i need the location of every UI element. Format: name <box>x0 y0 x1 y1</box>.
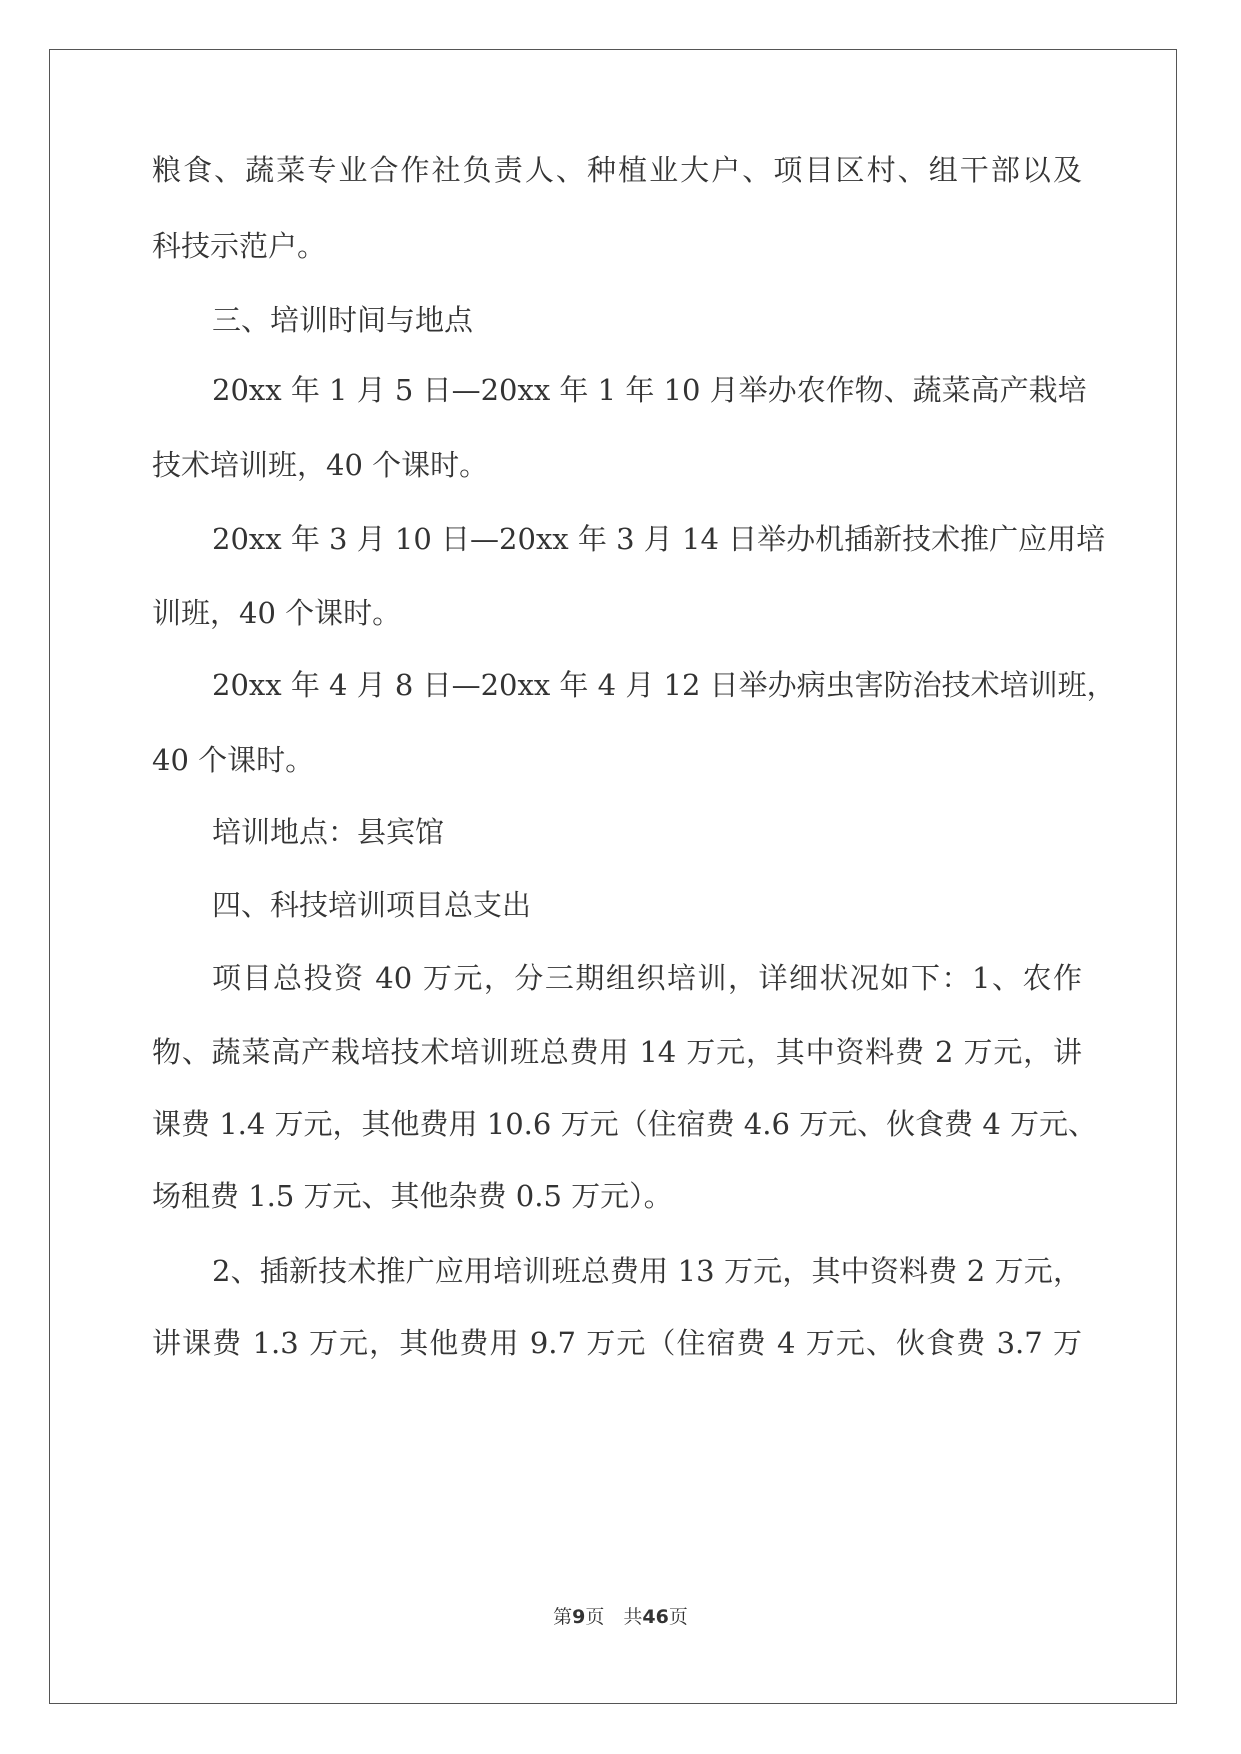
text-line: 20xx 年 3 月 10 日—20xx 年 3 月 14 日举办机插新技术推广应用培 <box>212 522 1106 556</box>
footer-middle: 页 共 <box>585 1606 643 1628</box>
section-heading: 三、培训时间与地点 <box>212 303 474 337</box>
text-line: 培训地点：县宾馆 <box>212 815 445 849</box>
text-line: 2、插新技术推广应用培训班总费用 13 万元，其中资料费 2 万元， <box>212 1254 1082 1288</box>
text-line: 训班，40 个课时。 <box>152 596 402 630</box>
section-heading: 四、科技培训项目总支出 <box>212 888 532 922</box>
text-line: 场租费 1.5 万元、其他杂费 0.5 万元）。 <box>152 1179 673 1213</box>
footer-prefix: 第 <box>553 1606 573 1628</box>
text-line: 项目总投资 40 万元，分三期组织培训，详细状况如下：1、农作 <box>212 961 1082 995</box>
text-line: 20xx 年 1 月 5 日—20xx 年 1 年 10 月举办农作物、蔬菜高产栽培 <box>212 373 1087 407</box>
text-line: 课费 1.4 万元，其他费用 10.6 万元（住宿费 4.6 万元、伙食费 4 万元、 <box>152 1107 1098 1141</box>
current-page-number: 9 <box>572 1606 586 1628</box>
page-footer <box>0 1604 1241 1630</box>
text-line: 物、蔬菜高产栽培技术培训班总费用 14 万元，其中资料费 2 万元，讲 <box>152 1035 1082 1069</box>
text-line: 20xx 年 4 月 8 日—20xx 年 4 月 12 日举办病虫害防治技术培训班， <box>212 668 1116 702</box>
text-line: 粮食、蔬菜专业合作社负责人、种植业大户、项目区村、组干部以及 <box>152 153 1082 187</box>
text-line: 40 个课时。 <box>152 743 315 777</box>
text-line: 技术培训班，40 个课时。 <box>152 448 489 482</box>
total-page-number: 46 <box>642 1606 669 1628</box>
page-border <box>49 49 1177 1704</box>
text-line: 讲课费 1.3 万元，其他费用 9.7 万元（住宿费 4 万元、伙食费 3.7 万 <box>152 1326 1082 1360</box>
footer-suffix: 页 <box>668 1606 688 1628</box>
text-line: 科技示范户。 <box>152 229 327 263</box>
